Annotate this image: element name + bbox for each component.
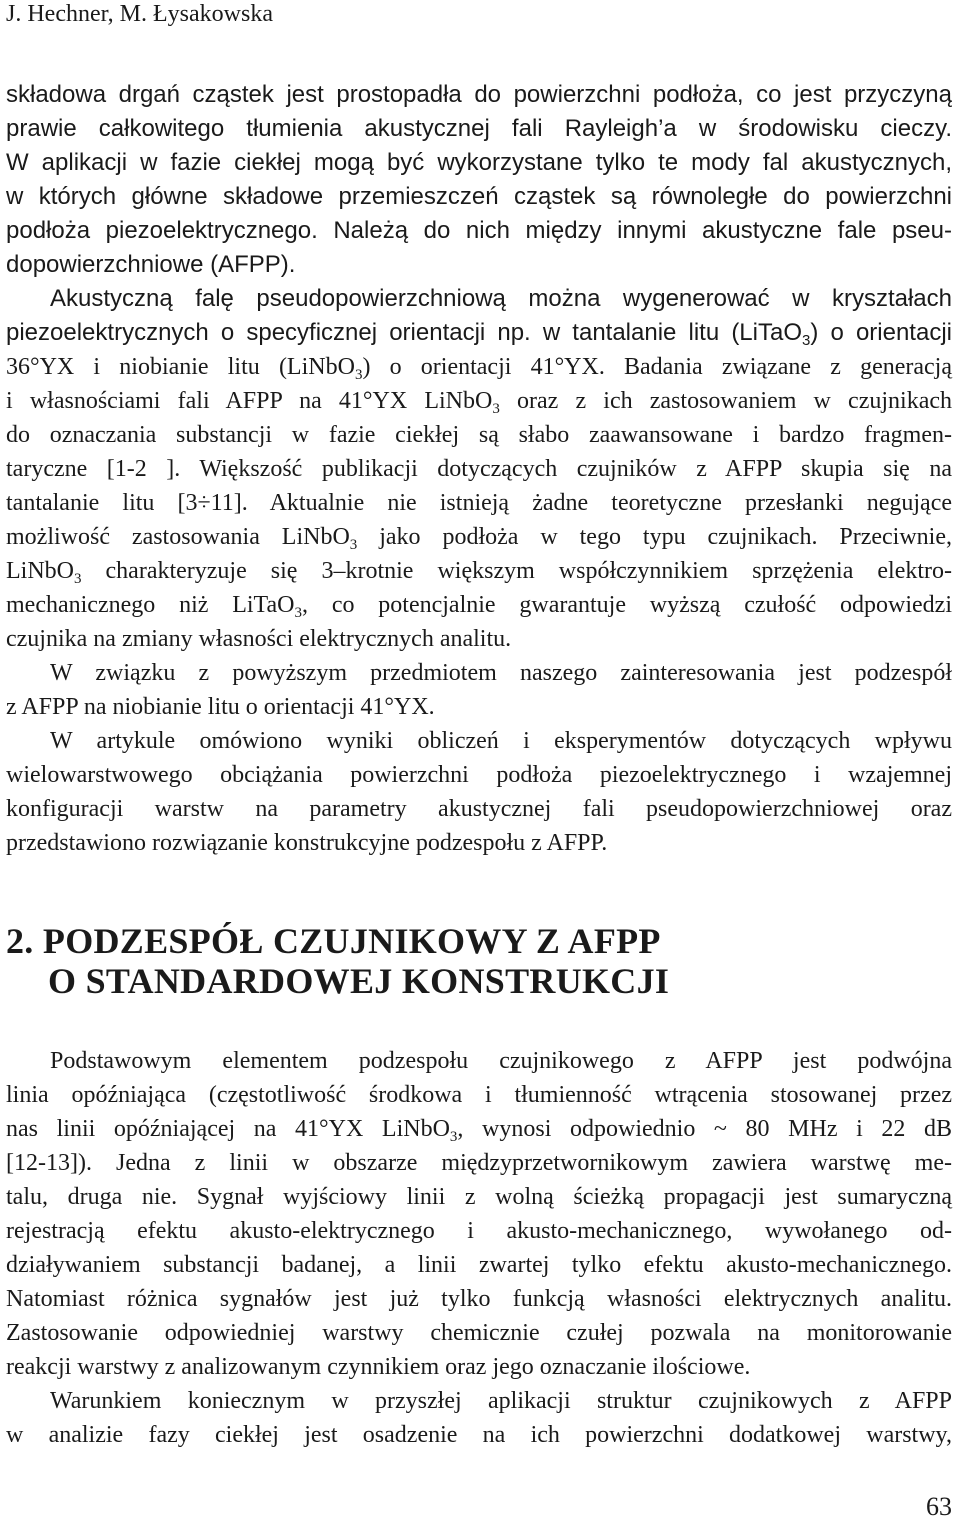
body-line: możliwość zastosowania LiNbO$_3$ jako podłoża w tego typu czujnikach. Przeciwnie, [6,524,952,553]
running-head: J. Hechner, M. Łysakowska [6,1,273,27]
body-line: z AFPP na niobianie litu o orientacji 41°YX. [6,694,435,720]
body-line: Natomiast różnica sygnałów jest już tylko funkcją własności elektrycznych analitu. [6,1286,952,1312]
section-heading-line-1: 2. PODZESPÓŁ CZUJNIKOWY Z AFPP [6,921,661,961]
body-line: talu, druga nie. Sygnał wyjściowy linii z wolną ścieżką propagacji jest sumaryczną [6,1184,952,1210]
body-line: 36°YX i niobianie litu (LiNbO$_3$) o orientacji 41°YX. Badania związane z generacją [6,354,953,383]
body-line: prawie całkowitego tłumienia akustycznej fali Rayleigh’a w środowisku cieczy. [6,115,952,142]
body-line: Warunkiem koniecznym w przyszłej aplikacji struktur czujnikowych z AFPP [50,1388,952,1414]
body-line: LiNbO$_3$ charakteryzuje się 3–krotnie większym współczynnikiem sprzężenia elektro- [6,558,952,587]
body-line: w analizie fazy ciekłej jest osadzenie na ich powierzchni dodatkowej warstwy, [6,1422,952,1448]
body-line: i własnościami fali AFPP na 41°YX LiNbO$_3$ oraz z ich zastosowaniem w czujnikach [6,388,952,417]
body-line: wielowarstwowego obciążania powierzchni podłoża piezoelektrycznego i wzajemnej [6,762,952,788]
body-line: do oznaczania substancji w fazie ciekłej są słabo zaawansowane i bardzo fragmen- [6,422,952,448]
body-line: W artykule omówiono wyniki obliczeń i eksperymentów dotyczących wpływu [50,728,952,754]
body-line: przedstawiono rozwiązanie konstrukcyjne podzespołu z AFPP. [6,830,608,856]
page-number: 63 [926,1492,952,1521]
body-line: nas linii opóźniającej na 41°YX LiNbO$_3$, wynosi odpowiednio ~ 80 MHz i 22 dB [6,1116,952,1145]
body-line: linia opóźniająca (częstotliwość środkowa i tłumienność wtrącenia stosowanej przez [6,1082,952,1108]
body-line: składowa drgań cząstek jest prostopadła do powierzchni podłoża, co jest przyczyną [6,81,952,108]
body-line: W aplikacji w fazie ciekłej mogą być wykorzystane tylko te mody fal akustycznych, [6,149,952,176]
body-line: Akustyczną falę pseudopowierzchniową można wygenerować w kryształach [50,285,952,312]
body-line: w których główne składowe przemieszczeń cząstek są równoległe do powierzchni [6,183,952,210]
body-line: Podstawowym elementem podzespołu czujnikowego z AFPP jest podwójna [50,1048,952,1074]
body-line: dopowierzchniowe (AFPP). [6,251,296,278]
body-line: podłoża piezoelektrycznego. Należą do nich między innymi akustyczne fale pseu- [6,217,952,244]
body-line: [12-13]). Jedna z linii w obszarze międzyprzetwornikowym zawiera warstwę me- [6,1150,952,1176]
section-heading-line-2: O STANDARDOWEJ KONSTRUKCJI [48,961,670,1001]
body-line: Zastosowanie odpowiedniej warstwy chemicznie czułej pozwala na monitorowanie [6,1320,952,1346]
body-line: konfiguracji warstw na parametry akustycznej fali pseudopowierzchniowej oraz [6,796,952,822]
body-line: taryczne [1-2 ]. Większość publikacji dotyczących czujników z AFPP skupia się na [6,456,952,482]
body-line: piezoelektrycznych o specyficznej orientacji np. w tantalanie litu (LiTaO$_3$) o orientacji [6,319,952,349]
body-line: mechanicznego niż LiTaO$_3$, co potencjalnie gwarantuje wyższą czułość odpowiedzi [6,592,952,621]
body-line: tantalanie litu [3÷11]. Aktualnie nie istnieją żadne teoretyczne przesłanki negujące [6,490,952,516]
body-line: rejestracją efektu akusto-elektrycznego i akusto-mechanicznego, wywołanego od- [6,1218,952,1244]
body-line: W związku z powyższym przedmiotem naszego zainteresowania jest podzespół [50,660,952,686]
body-line: reakcji warstwy z analizowanym czynnikiem oraz jego oznaczanie ilościowe. [6,1354,751,1380]
body-line: czujnika na zmiany własności elektrycznych analitu. [6,626,512,652]
body-line: działywaniem substancji badanej, a linii zwartej tylko efektu akusto-mechanicznego. [6,1252,952,1278]
